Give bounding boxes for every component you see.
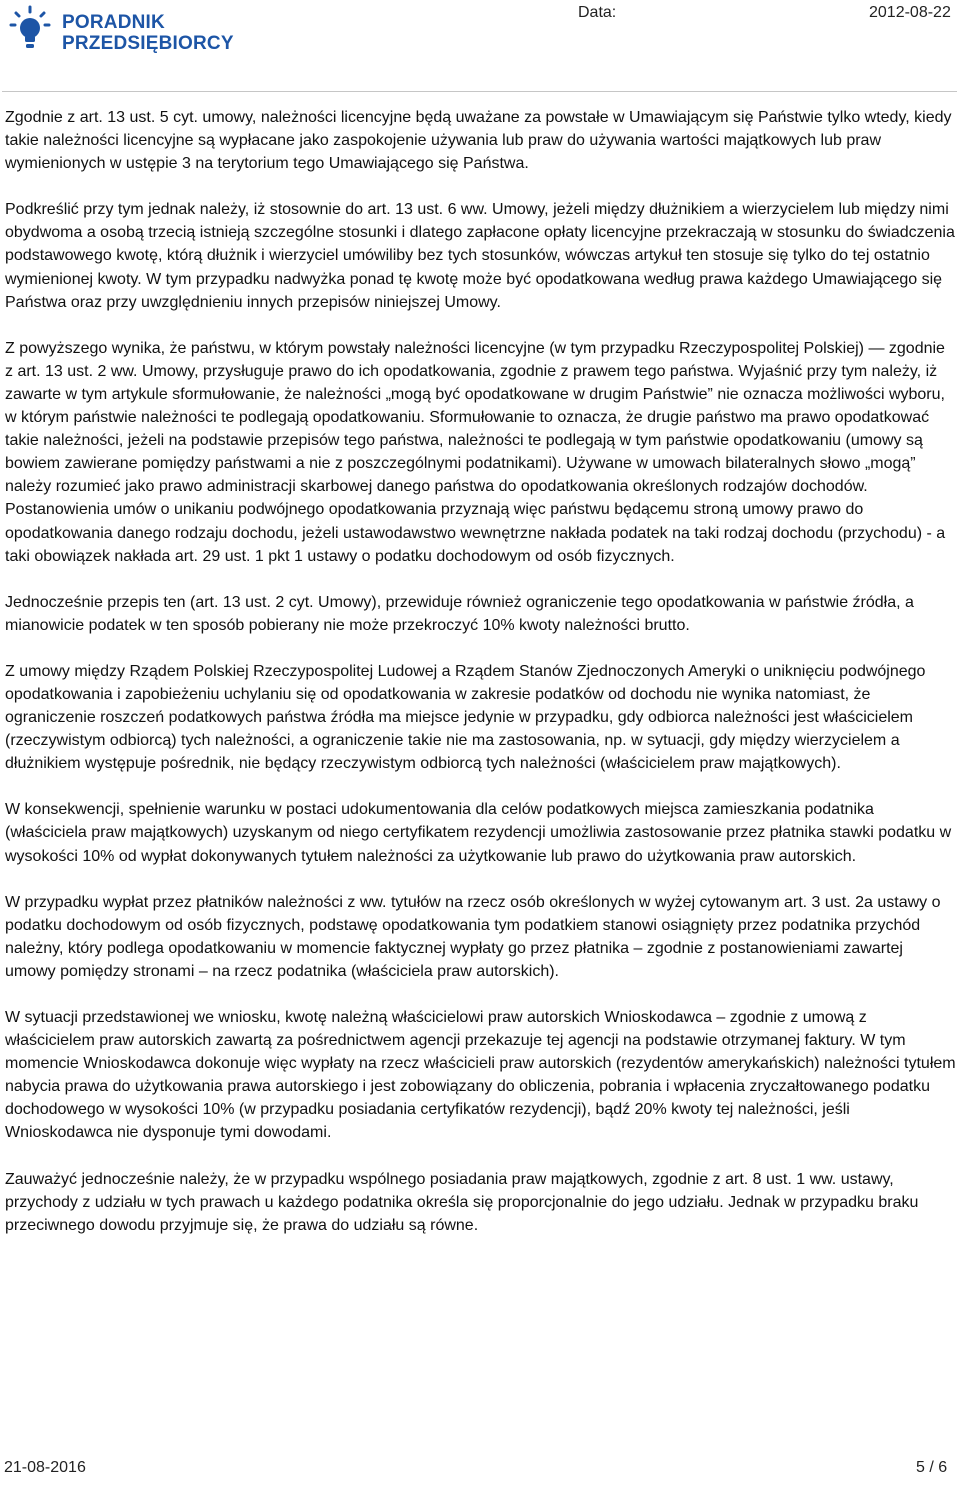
brand-logo[interactable]: [6, 4, 234, 57]
paragraph: W konsekwencji, spełnienie warunku w postaci udokumentowania dla celów podatkowych miejsca zamieszkania podatnika (właściciela praw majątkowych) uzyskanym od niego certyfikatem rezydencji umożliwia zastosowanie przez płatnika stawki podatku w wysokości 10% od wypłat dokonywanych tytułem należności za użytkowanie lub prawo do użytkowania praw autorskich.: [5, 801, 952, 865]
page-number: 5 / 6: [916, 1459, 948, 1476]
paragraph: Z powyższego wynika, że państwu, w którym powstały należności licencyjne (w tym przypadku Rzeczypospolitej Polskiej) — zgodnie z art. 13 ust. 2 ww. Umowy, przysługuje prawo do ich opodatkowania, zgodnie z prawem tego państwa. Wyjaśnić przy tym należy, iż zawarte w tym artykule sformułowanie, że należności „mogą być opodatkowane w drugim Państwie” nie oznacza możliwości wyboru, w którym państwie należności te podlegają opodatkowaniu. Sformułowanie to oznacza, że drugie państwo ma prawo opodatkować takie należności, jeżeli na podstawie przepisów tego państwa, należności te podlegają w tym państwie opodatkowaniu (umowy są bowiem zawierane pomiędzy państwami a nie z poszczególnymi podatnikami). Używane w umowach bilateralnych słowo „mogą” należy rozumieć jako prawo administracji skarbowej danego państwa do opodatkowania określonych rodzajów dochodów. Postanowienia umów o unikaniu podwójnego opodatkowania przyznają więc państwu będącemu stroną umowy prawo do opodatkowania danego rodzaju dochodu, jeżeli ustawodawstwo wewnętrzne nakłada podatek na taki rodzaj dochodu (przychodu) - a taki obowiązek nakłada art. 29 ust. 1 pkt 1 ustawy o podatku dochodowym od osób fizycznych.: [5, 339, 946, 565]
brand-name-line-2: PRZEDSIĘBIORCY: [62, 33, 234, 54]
footer-date: 21-08-2016: [4, 1459, 86, 1476]
paragraph: Z umowy między Rządem Polskiej Rzeczypospolitej Ludowej a Rządem Stanów Zjednoczonych Ameryki o uniknięciu podwójnego opodatkowania i zapobieżeniu uchylaniu się od opodatkowania w zakresie podatków od dochodu nie wynika natomiast, że ograniczenie roszczeń podatkowych państwa źródła ma miejsce jedynie w przypadku, gdy odbiorca należności jest właścicielem (rzeczywistym odbiorcą) tych należności, a ograniczenie takie nie ma zastosowania, np. w sytuacji, gdy między wierzycielem a dłużnikiem występuje pośrednik, nie będący rzeczywistym odbiorcą tych należności (właścicielem praw majątkowych).: [5, 662, 926, 773]
paragraph: Podkreślić przy tym jednak należy, iż stosownie do art. 13 ust. 6 ww. Umowy, jeżeli między dłużnikiem a wierzycielem lub między nimi obydwoma a osobą trzecią istnieją szczególne stosunki i dlatego zapłacone opłaty licencyjne przekraczają w stosunku do świadczenia podstawowego kwotę, którą dłużnik i wierzyciel umówiliby bez tych stosunków, wówczas artykuł ten stosuje się tylko do tej ostatnio wymienionej kwoty. W tym przypadku nadwyżka ponad tę kwotę może być opodatkowana według prawa każdego Umawiającego się Państwa oraz przy uwzględnieniu innych przepisów niniejszej Umowy.: [5, 201, 955, 311]
header-divider: [2, 91, 957, 92]
date-value: 2012-08-22: [869, 4, 951, 21]
brand-name-line-1: PORADNIK: [62, 12, 165, 33]
document-body: [5, 106, 957, 1260]
date-label: Data:: [578, 4, 617, 21]
paragraph: Zauważyć jednocześnie należy, że w przypadku wspólnego posiadania praw majątkowych, zgodnie z art. 8 ust. 1 ww. ustawy, przychody z udziału w tych prawach u każdego podatnika określa się proporcjonalnie do jego udziału. Jednak w przypadku braku przeciwnego dowodu przyjmuje się, że prawa do udziału są równe.: [5, 1170, 919, 1234]
paragraph: Zgodnie z art. 13 ust. 5 cyt. umowy, należności licencyjne będą uważane za powstałe w Umawiającym się Państwie tylko wtedy, kiedy takie należności licencyjne są wypłacane jako zaspokojenie używania lub praw do używania wartości majątkowych lub praw wymienionych w ustępie 3 na terytorium tego Umawiającego się Państwa.: [5, 109, 952, 173]
paragraph: W przypadku wypłat przez płatników należności z ww. tytułów na rzecz osób określonych w wyżej cytowanym art. 3 ust. 2a ustawy o podatku dochodowym od osób fizycznych, podstawę opodatkowania tym podatkiem stanowi osiągnięty przez podatnika przychód należny, który podlega opodatkowaniu w momencie faktycznej wypłaty go przez płatnika – zgodnie z postanowieniami zawartej umowy pomiędzy stronami – na rzecz podatnika (właściciela praw autorskich).: [5, 893, 941, 980]
paragraph: W sytuacji przedstawionej we wniosku, kwotę należną właścicielowi praw autorskich Wnioskodawca – zgodnie z umową z właścicielem praw autorskich zawartą za pośrednictwem agencji przekazuje tej agencji na podstawie otrzymanej faktury. W tym momencie Wnioskodawca dokonuje więc wypłaty na rzecz właścicieli praw autorskich (rezydentów amerykańskich) należności tytułem nabycia prawa do użytkowania prawa autorskiego i jest zobowiązany do obliczenia, pobrania i wpłacenia zryczałtowanego podatku dochodowego w wysokości 10% (w przypadku posiadania certyfikatów rezydencji), bądź 20% kwoty tej należności, jeśli Wnioskodawca nie dysponuje tymi dowodami.: [5, 1009, 956, 1142]
lightbulb-icon: [6, 4, 54, 52]
brand-name: [62, 12, 234, 54]
paragraph: Jednocześnie przepis ten (art. 13 ust. 2 cyt. Umowy), przewiduje również ograniczenie tego opodatkowania w państwie źródła, a mianowicie podatek w ten sposób pobierany nie może przekroczyć 10% kwoty należności brutto.: [5, 593, 914, 634]
page-header: [0, 0, 960, 62]
